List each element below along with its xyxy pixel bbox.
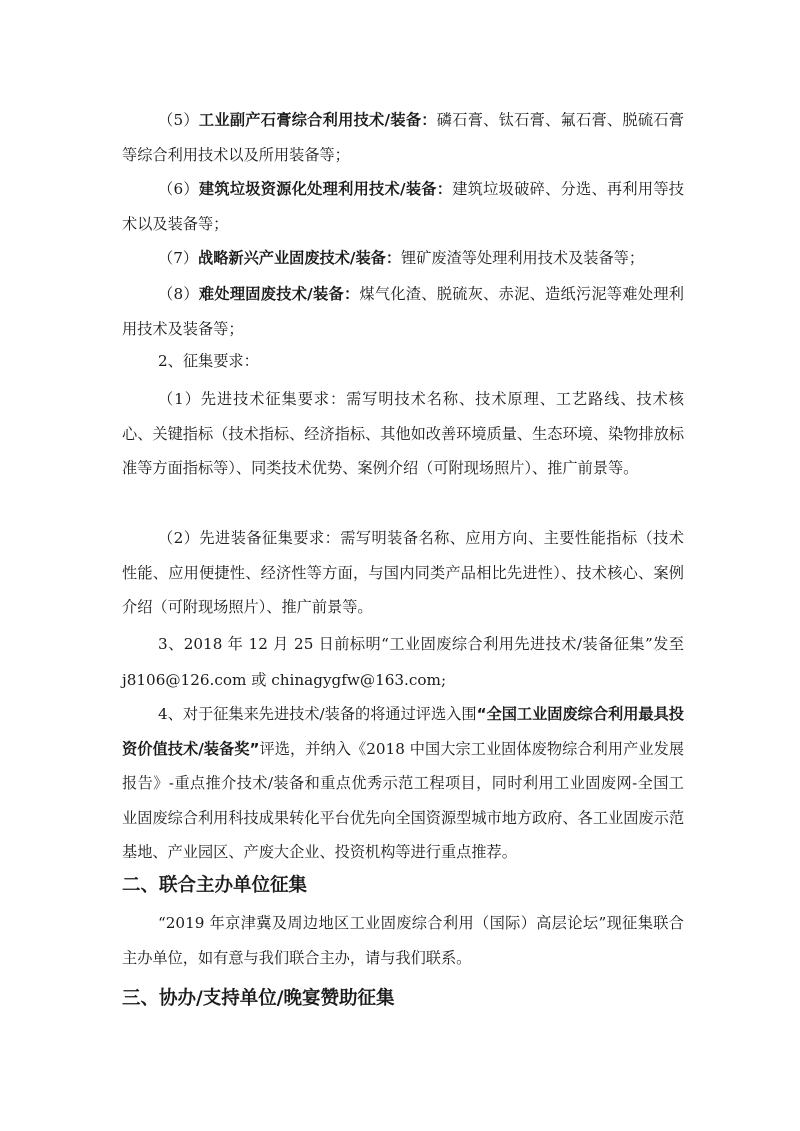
requirement-technology: （1）先进技术征集要求：需写明技术名称、技术原理、工艺路线、技术核心、关键指标（技术指标、经济指标、其他如改善环境质量、生态环境、染物排放标准等方面指标等）、同类技术优势、案例介绍（可附现场照片）、推广前景等。 — [122, 390, 684, 477]
requirements-title: 2、征集要求： — [158, 352, 259, 370]
item-5-label: 工业副产石膏综合利用技术/装备： — [198, 111, 437, 129]
item-6 — [122, 172, 684, 241]
item-7-text: 锂矿废渣等处理利用技术及装备等； — [401, 249, 645, 267]
item-8 — [122, 277, 684, 346]
item-5-text: 磷石膏、钛石膏、氟石膏、脱硫石膏等综合利用技术以及所用装备等； — [122, 111, 684, 164]
co-organizer-body: “2019 年京津冀及周边地区工业固废综合利用（国际）高层论坛”现征集联合主办单位，如有意与我们联合主办，请与我们联系。 — [122, 914, 684, 967]
award-name: “全国工业固废综合利用最具投资价值技术/装备奖” — [122, 705, 684, 758]
item-6-text: 建筑垃圾破碎、分选、再利用等技术以及装备等； — [122, 180, 684, 233]
submission-deadline: 3、2018 年 12 月 25 日前标明“工业固废综合利用先进技术/装备征集”发至 — [158, 635, 684, 653]
award-prefix: 4、对于征集来先进技术/装备的将通过评选入围 — [158, 705, 477, 723]
section-heading-co-organizer: 二、联合主办单位征集 — [122, 875, 308, 896]
item-6-label: 建筑垃圾资源化处理利用技术/装备： — [198, 180, 453, 198]
item-8-number: （8） — [158, 285, 199, 303]
item-8-label: 难处理固废技术/装备： — [198, 285, 360, 303]
requirement-equipment: （2）先进装备征集要求：需写明装备名称、应用方向、主要性能指标（技术性能、应用便捷性、经济性等方面，与国内同类产品相比先进性）、技术核心、案例介绍（可附现场照片）、推广前景等。 — [122, 529, 684, 616]
item-8-text: 煤气化渣、脱硫灰、赤泥、造纸污泥等难处理利用技术及装备等； — [122, 285, 684, 338]
award-paragraph — [122, 697, 684, 870]
item-5-number: （5） — [158, 111, 199, 129]
item-7-number: （7） — [158, 249, 199, 267]
item-6-number: （6） — [158, 180, 199, 198]
item-7-label: 战略新兴产业固废技术/装备： — [198, 249, 402, 267]
item-5 — [122, 103, 684, 172]
submission-emails: j8106@126.com 或 chinagygfw@163.com; — [122, 671, 447, 689]
section-heading-sponsors: 三、协办/支持单位/晚宴赞助征集 — [122, 988, 395, 1009]
award-rest: 评选，并纳入《2018 中国大宗工业固体废物综合利用产业发展报告》-重点推介技术/装备和重点优秀示范工程项目，同时利用工业固废网-全国工业固废综合利用科技成果转化平台优先向全国资源型城市地方政府、各工业固废示范基地、产业园区、产废大企业、投资机构等进行重点推荐。 — [122, 739, 685, 861]
item-7 — [122, 241, 684, 276]
